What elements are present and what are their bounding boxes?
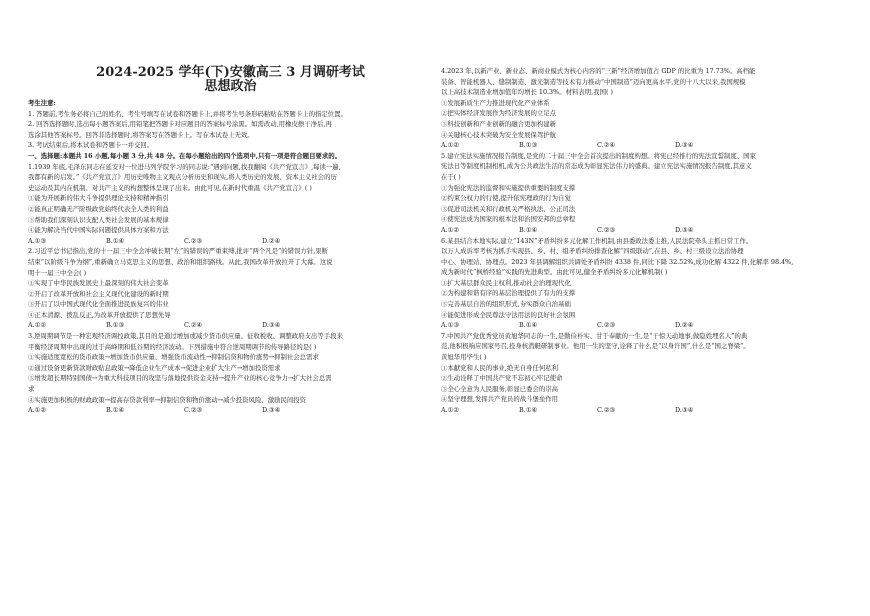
- question-option: ④坚守理想,发挥共产党员的战斗堡垒作用: [441, 395, 559, 404]
- answer-choice: D.②④: [675, 321, 694, 330]
- question-stem-line: 2.习近平总书记指出,党的十一届三中全会冲破长期“左”的错误的严重束缚,批评“两个凡是”的错误方针,果断: [28, 247, 329, 256]
- question-option: ③科技创新和产业创新的融合更加构建新: [441, 119, 557, 128]
- exam-subject: 思想政治: [204, 79, 257, 94]
- question-option: ②开启了改革开放和社会主义现代化建设的新时期: [28, 289, 169, 298]
- answer-choice: B.①③: [519, 141, 538, 150]
- question-block: [441, 66, 846, 151]
- answer-choice: A.①②: [28, 406, 47, 415]
- answer-choices: [28, 405, 433, 416]
- note-item: 1. 答题前,考生务必将自己的姓名、考生号填写在试卷和答题卡上,并将考生号条形码粘贴在答题卡上的指定位置。: [28, 109, 347, 118]
- answer-choice: D.③④: [262, 406, 281, 415]
- answer-choice: D.②④: [262, 236, 281, 245]
- answer-choices: [28, 236, 433, 247]
- note-item: 3. 考试结束后,将本试卷和答题卡一并交回。: [28, 141, 154, 150]
- answer-choices: [441, 320, 846, 331]
- left-questions: [28, 162, 433, 416]
- question-option: ④能促进形成全民尊法守法用法的良好社会氛围: [441, 310, 576, 319]
- question-option: ③完善基层自治的组织形式,夯实群众自治基础: [441, 300, 571, 309]
- answer-choice: A.①③: [28, 236, 47, 245]
- question-option: ③促进司法机关和行政机关严格执法、公正司法: [441, 204, 576, 213]
- answer-choice: B.①④: [106, 236, 125, 245]
- question-option: ④能为解决当代中国实际问题提供具体方案和方法: [28, 226, 169, 235]
- question-stem-line: ①实施适度宽松的货币政策→增加货币供应量、增强货币流动性→抑制信贷和物价涨势→抑制社会总需求: [28, 353, 319, 362]
- question-block: [28, 246, 433, 331]
- answer-choice: C.②③: [184, 236, 203, 245]
- question-stem-line: 中心、协理站、协理点。2023 年县调解组织共调处矛盾纠纷 4338 件,同比下降 32.52%,成功化解 4322 件,化解率 98.4%,: [441, 257, 794, 266]
- question-option: ②生动诠释了中国共产党不忘初心牢记使命: [441, 374, 563, 383]
- question-stem-line: 1.1939 年底,毛泽东同志在延安对一位进马列学院学习的同志说:“遇到问题,找我翻阅《共产党宣言》,每读一遍,: [28, 162, 341, 171]
- note-item: 2. 回答选择题时,选出每小题答案后,用铅笔把答题卡对应题目的答案标号涂黑。如需改动,用橡皮擦干净后,再: [28, 120, 332, 129]
- answer-choice: C.②③: [184, 406, 203, 415]
- question-stem-line: 3.逆周期调节是一种宏观经济调控政策,其目的是通过增加或减少货币供应量、征收税收、调整政府支出等手段来: [28, 332, 343, 341]
- question-option: ①为强化宪法的监督和实施提供重要的制度支撑: [441, 183, 576, 192]
- answer-choice: D.③④: [262, 321, 281, 330]
- question-option: ②为构建和谐有序的基层治理提供了有力的支撑: [441, 289, 576, 298]
- right-questions: [441, 66, 846, 416]
- answer-choice: B.①④: [519, 321, 538, 330]
- answer-choices: [441, 140, 846, 151]
- question-stem-line: ②通过设备更新贷款财政贴息政策→降低企业生产成本→促进企业扩大生产→增加投资需求: [28, 363, 281, 372]
- question-option: ④关键核心技术突破为安全发展保驾护航: [441, 130, 557, 139]
- answer-choice: C.②③: [597, 225, 616, 234]
- answer-choice: C.②③: [597, 406, 616, 414]
- answer-choice: C.②④: [597, 141, 616, 150]
- question-option: ③全心全意为人民服务,彰显已委会的崇高: [441, 384, 559, 393]
- question-block: [441, 151, 846, 236]
- answer-choice: A.①③: [441, 321, 460, 330]
- question-stem-line: ③增发超长期特别国债→为重大科技项目的攻坚与落地提供资金支持→提升产业的核心竞争力→扩大社会总需: [28, 374, 332, 383]
- answer-choice: C.②④: [184, 321, 203, 330]
- question-stem-line: 我都有新的启发。”《共产党宣言》用历史唯物主义观点分析历史和现实,将人类历史的发展、资本主义社会的历: [28, 173, 337, 182]
- question-stem-line: 装备、智能机器人、缝制制造、激光制造等技术有力推动“中国制造”迈向更高水平,党的十八大以来,我国规模: [441, 77, 746, 86]
- note-item: 选涂其他答案标号。回答非选择题时,将答案写在答题卡上。写在本试卷上无效。: [28, 130, 254, 139]
- question-stem-line: 史运动及其内在机制、对共产主义的构想整体呈现了出来。由此可见,在新时代重温《共产党宣言》( ): [28, 183, 312, 192]
- section-heading: 一、选择题:本题共 16 小题,每小题 3 分,共 48 分。在每小题给出的四个选项中,只有一项是符合题目要求的。: [28, 151, 342, 160]
- question-option: ①本献党和人民的事业,绝无自身任何私利: [441, 363, 559, 372]
- answer-choice: B.①④: [519, 225, 538, 234]
- answer-choice: B.①④: [519, 406, 538, 414]
- question-option: ②能真正明确无产阶级政党始终代表全人类的利益: [28, 204, 169, 213]
- answer-choice: A.①②: [441, 406, 460, 414]
- question-stem-line: 成为新时代“枫桥经验”实践的先进典型。由此可见,健全矛盾纠纷多元化解机制( ): [441, 268, 668, 277]
- answer-choice: C.②③: [597, 321, 616, 330]
- answer-choice: D.③④: [675, 406, 694, 414]
- answer-choice: A.①②: [28, 321, 47, 330]
- question-stem-line: 以万人成诉率考核为抓手实现县、乡、村、组矛盾纠纷排查化解“四级联动”,在县、乡、村三级设立法治协理: [441, 247, 744, 256]
- notes-list: [28, 109, 433, 151]
- question-block: [441, 236, 846, 331]
- question-stem-line: 在于( ): [441, 172, 461, 181]
- question-stem-line: 结束“以阶级斗争为纲”,重新确立马克思主义的思想、政治和组织路线。从此,我国改革开放拉开了大幕。这说: [28, 257, 333, 266]
- answer-choice: D.③④: [675, 141, 694, 150]
- question-stem-line: 明十一届三中全会( ): [28, 268, 87, 277]
- left-column: [28, 60, 433, 416]
- exam-title: 2024-2025 学年(下)安徽高三 3 月调研考试: [96, 65, 365, 80]
- answer-choices: [441, 405, 846, 416]
- question-stem-line: 宪法日等制度机制相机,成为公共政法生活的常态成为彰显宪法伟力的盛典。建立宪法实施情况报告制度,其意义: [441, 162, 752, 171]
- question-block: [441, 331, 846, 416]
- right-column: [441, 66, 846, 416]
- question-stem-line: 黄旭华用毕生( ): [441, 353, 487, 362]
- question-option: ④使宪法成为国家的根本法和治国安邦的总章程: [441, 215, 576, 224]
- question-stem-line: ④实施更加积极的财政政策→提高存贷款利率→抑制信贷和物价涨动→减少投资风险、激励民间投资: [28, 395, 307, 404]
- question-stem-line: 平衡经济周期中出现的过于高峰期和低谷期的经济波动。下列措施中符合逆周期调节的传导路径的是( ): [28, 342, 317, 351]
- answer-choice: A.①②: [441, 141, 460, 150]
- question-option: ①实现了中华民族发展史上最深刻的伟大社会变革: [28, 279, 169, 288]
- question-option: ④正本清源、拨乱反正,为改革开放提供了思想先导: [28, 310, 171, 319]
- answer-choice: A.①②: [441, 225, 460, 234]
- answer-choice: D.③④: [675, 225, 694, 234]
- question-stem-line: 求: [28, 385, 35, 394]
- answer-choices: [28, 320, 433, 331]
- answer-choices: [441, 225, 846, 236]
- question-stem-line: 5.建立宪法实施情况报告制度,是党的二十届三中全会首次提出的制度构想。将宪已经推行的宪法宣誓制度、国家: [441, 151, 756, 160]
- question-option: ①发展新质生产力推进现代化产业体系: [441, 98, 550, 107]
- question-option: ③开启了以中国式现代化全面推进民族复兴的伟业: [28, 300, 169, 309]
- question-option: ①扩大基层群众民主权利,推动社会治理现代化: [441, 278, 571, 287]
- question-option: ②约束公权力的行使,提升依宪理政的行为自觉: [441, 194, 571, 203]
- question-stem-line: 以上高技术制造业增加值年均增长 10.3%。材料表明,我国( ): [441, 88, 613, 97]
- question-option: ③帮助我们深刻认识支配人类社会发展的基本规律: [28, 215, 169, 224]
- question-stem-line: 范,他积极响应国家号召,投身核潜艇研制事业。他用一生的坚守,诠释了什么是“以身许国”,什么是“国之脊梁”。: [441, 342, 750, 351]
- question-option: ②把实体经济发展作为经济发展的立足点: [441, 109, 557, 118]
- question-block: [28, 331, 433, 416]
- notes-heading: 考生注意:: [28, 99, 56, 107]
- answer-choice: B.①③: [106, 321, 125, 330]
- question-option: ①能为开展新的伟大斗争提供理论支持和精神指引: [28, 194, 169, 203]
- question-stem-line: 6.某县结合本地实际,建立“143N”矛盾纠纷多元化解工作机制,由县委政法委主推,人民法院牵头主抓日常工作。: [441, 236, 753, 245]
- question-stem-line: 7.中国共产党优秀党员黄旭华同志的一生,是勤俭朴实、甘于奉献的一生,是“干惊天动地事,做隐姓埋名人”的典: [441, 331, 748, 340]
- question-stem-line: 4.2023 年,以新产业、新业态、新商业模式为核心内容的“三新”经济增加值占 GDP 的比重为 17.73%。高档能: [441, 67, 756, 75]
- question-block: [28, 162, 433, 247]
- answer-choice: B.①④: [106, 406, 125, 415]
